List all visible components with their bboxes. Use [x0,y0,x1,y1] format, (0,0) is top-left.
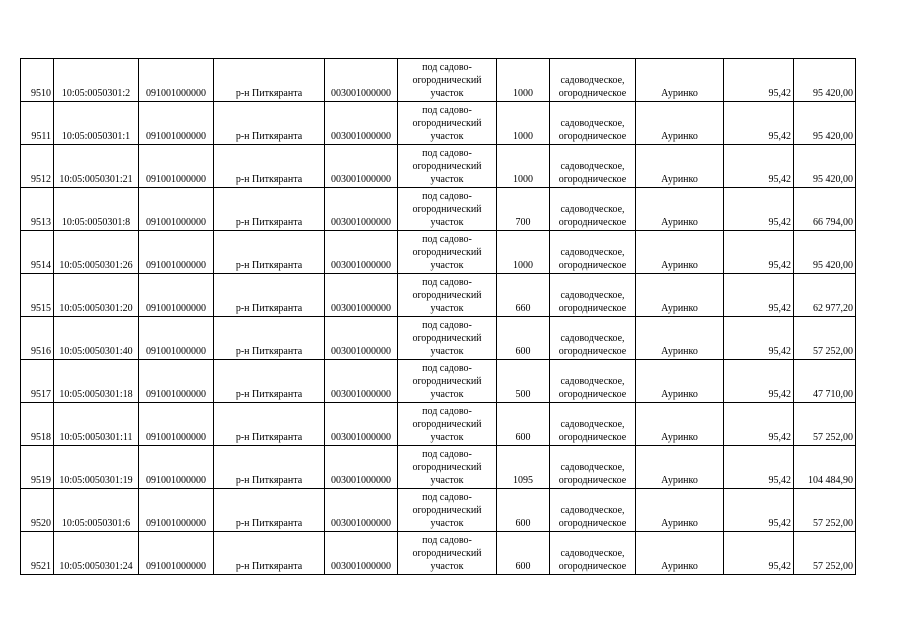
locality-cell: Ауринко [636,317,724,360]
cadastral-number-cell: 10:05:0050301:24 [54,532,139,575]
permitted-use-line: огородническое [558,303,627,314]
table-row [21,274,856,317]
settlement-code-cell: 003001000000 [325,274,398,317]
area-cell: 500 [497,360,550,403]
land-purpose-cell [398,231,497,274]
area-cell: 1000 [497,231,550,274]
area-cell: 1000 [497,59,550,102]
record-number-cell: 9517 [21,360,54,403]
locality-cell: Ауринко [636,231,724,274]
land-purpose-line: под садово- [422,449,472,460]
territory-code-cell: 091001000000 [139,145,214,188]
land-purpose-line: огороднический [412,290,482,301]
land-purpose-line: под садово- [422,148,472,159]
area-cell: 1095 [497,446,550,489]
region-cell: р-н Питкяранта [214,532,325,575]
locality-cell: Ауринко [636,360,724,403]
table-row [21,59,856,102]
cadastral-value-cell: 47 710,00 [794,360,856,403]
region-cell: р-н Питкяранта [214,446,325,489]
area-cell: 600 [497,532,550,575]
land-purpose-cell [398,403,497,446]
settlement-code-cell: 003001000000 [325,403,398,446]
table-row [21,317,856,360]
record-number-cell: 9520 [21,489,54,532]
settlement-code-cell: 003001000000 [325,360,398,403]
permitted-use-cell [550,231,636,274]
locality-cell: Ауринко [636,532,724,575]
land-purpose-line: участок [430,88,464,99]
permitted-use-cell [550,360,636,403]
region-cell: р-н Питкяранта [214,317,325,360]
permitted-use-line: садоводческое, [560,75,625,86]
permitted-use-line: огородническое [558,475,627,486]
permitted-use-line: садоводческое, [560,419,625,430]
region-cell: р-н Питкяранта [214,59,325,102]
area-cell: 1000 [497,102,550,145]
table-row [21,102,856,145]
specific-value-cell: 95,42 [724,231,794,274]
permitted-use-line: огородническое [558,260,627,271]
land-purpose-line: участок [430,260,464,271]
territory-code-cell: 091001000000 [139,102,214,145]
land-purpose-cell [398,188,497,231]
cadastral-value-cell: 57 252,00 [794,403,856,446]
table-body [21,59,856,575]
permitted-use-line: огородническое [558,432,627,443]
land-purpose-cell [398,360,497,403]
permitted-use-line: садоводческое, [560,118,625,129]
permitted-use-line: огородническое [558,346,627,357]
land-purpose-line: огороднический [412,161,482,172]
locality-cell: Ауринко [636,489,724,532]
cadastral-value-cell: 95 420,00 [794,102,856,145]
land-purpose-line: под садово- [422,191,472,202]
land-purpose-line: под садово- [422,277,472,288]
specific-value-cell: 95,42 [724,489,794,532]
territory-code-cell: 091001000000 [139,317,214,360]
settlement-code-cell: 003001000000 [325,188,398,231]
land-purpose-line: участок [430,561,464,572]
record-number-cell: 9515 [21,274,54,317]
land-purpose-line: участок [430,174,464,185]
land-purpose-line: под садово- [422,62,472,73]
land-purpose-line: под садово- [422,234,472,245]
permitted-use-line: садоводческое, [560,333,625,344]
record-number-cell: 9511 [21,102,54,145]
cadastral-number-cell: 10:05:0050301:19 [54,446,139,489]
cadastral-number-cell: 10:05:0050301:8 [54,188,139,231]
land-purpose-line: участок [430,389,464,400]
permitted-use-cell [550,317,636,360]
settlement-code-cell: 003001000000 [325,446,398,489]
cadastral-number-cell: 10:05:0050301:1 [54,102,139,145]
record-number-cell: 9512 [21,145,54,188]
land-purpose-line: огороднический [412,247,482,258]
land-purpose-line: под садово- [422,320,472,331]
region-cell: р-н Питкяранта [214,145,325,188]
permitted-use-line: садоводческое, [560,376,625,387]
permitted-use-line: садоводческое, [560,161,625,172]
territory-code-cell: 091001000000 [139,532,214,575]
table-row [21,145,856,188]
permitted-use-line: огородническое [558,518,627,529]
cadastral-value-cell: 66 794,00 [794,188,856,231]
record-number-cell: 9518 [21,403,54,446]
land-purpose-line: под садово- [422,363,472,374]
cadastral-value-cell: 62 977,20 [794,274,856,317]
area-cell: 660 [497,274,550,317]
cadastral-number-cell: 10:05:0050301:2 [54,59,139,102]
settlement-code-cell: 003001000000 [325,231,398,274]
cadastral-number-cell: 10:05:0050301:18 [54,360,139,403]
cadastral-value-cell: 57 252,00 [794,532,856,575]
locality-cell: Ауринко [636,102,724,145]
cadastral-number-cell: 10:05:0050301:21 [54,145,139,188]
locality-cell: Ауринко [636,188,724,231]
land-purpose-line: участок [430,432,464,443]
cadastral-value-cell: 104 484,90 [794,446,856,489]
permitted-use-line: садоводческое, [560,247,625,258]
specific-value-cell: 95,42 [724,102,794,145]
specific-value-cell: 95,42 [724,317,794,360]
permitted-use-line: огородническое [558,217,627,228]
specific-value-cell: 95,42 [724,145,794,188]
permitted-use-cell [550,403,636,446]
locality-cell: Ауринко [636,446,724,489]
land-purpose-line: участок [430,475,464,486]
region-cell: р-н Питкяранта [214,489,325,532]
cadastral-number-cell: 10:05:0050301:6 [54,489,139,532]
record-number-cell: 9513 [21,188,54,231]
permitted-use-line: садоводческое, [560,290,625,301]
permitted-use-line: огородническое [558,131,627,142]
territory-code-cell: 091001000000 [139,274,214,317]
cadastral-value-cell: 57 252,00 [794,489,856,532]
settlement-code-cell: 003001000000 [325,489,398,532]
specific-value-cell: 95,42 [724,274,794,317]
land-purpose-line: участок [430,518,464,529]
territory-code-cell: 091001000000 [139,231,214,274]
area-cell: 700 [497,188,550,231]
area-cell: 600 [497,317,550,360]
permitted-use-cell [550,532,636,575]
permitted-use-line: садоводческое, [560,505,625,516]
permitted-use-cell [550,489,636,532]
area-cell: 600 [497,403,550,446]
land-purpose-line: огороднический [412,118,482,129]
permitted-use-line: садоводческое, [560,204,625,215]
permitted-use-line: огородническое [558,561,627,572]
region-cell: р-н Питкяранта [214,231,325,274]
land-purpose-line: участок [430,303,464,314]
table-row [21,403,856,446]
land-purpose-cell [398,145,497,188]
territory-code-cell: 091001000000 [139,489,214,532]
cadastral-number-cell: 10:05:0050301:40 [54,317,139,360]
area-cell: 600 [497,489,550,532]
territory-code-cell: 091001000000 [139,446,214,489]
record-number-cell: 9519 [21,446,54,489]
locality-cell: Ауринко [636,274,724,317]
specific-value-cell: 95,42 [724,360,794,403]
record-number-cell: 9516 [21,317,54,360]
table-row [21,532,856,575]
permitted-use-cell [550,145,636,188]
region-cell: р-н Питкяранта [214,274,325,317]
locality-cell: Ауринко [636,145,724,188]
land-purpose-line: огороднический [412,505,482,516]
region-cell: р-н Питкяранта [214,403,325,446]
settlement-code-cell: 003001000000 [325,145,398,188]
land-purpose-cell [398,59,497,102]
land-purpose-cell [398,532,497,575]
table-row [21,360,856,403]
land-purpose-line: под садово- [422,406,472,417]
specific-value-cell: 95,42 [724,403,794,446]
table-row [21,188,856,231]
territory-code-cell: 091001000000 [139,403,214,446]
land-purpose-line: огороднический [412,75,482,86]
permitted-use-cell [550,188,636,231]
record-number-cell: 9514 [21,231,54,274]
region-cell: р-н Питкяранта [214,102,325,145]
territory-code-cell: 091001000000 [139,59,214,102]
land-purpose-line: огороднический [412,548,482,559]
region-cell: р-н Питкяранта [214,360,325,403]
settlement-code-cell: 003001000000 [325,317,398,360]
settlement-code-cell: 003001000000 [325,102,398,145]
land-purpose-cell [398,446,497,489]
land-purpose-cell [398,274,497,317]
land-purpose-cell [398,489,497,532]
cadastral-value-cell: 57 252,00 [794,317,856,360]
permitted-use-line: огородническое [558,88,627,99]
specific-value-cell: 95,42 [724,59,794,102]
land-purpose-line: огороднический [412,333,482,344]
region-cell: р-н Питкяранта [214,188,325,231]
locality-cell: Ауринко [636,403,724,446]
land-purpose-line: огороднический [412,204,482,215]
cadastral-value-cell: 95 420,00 [794,231,856,274]
table-row [21,446,856,489]
territory-code-cell: 091001000000 [139,360,214,403]
land-purpose-line: участок [430,217,464,228]
record-number-cell: 9510 [21,59,54,102]
locality-cell: Ауринко [636,59,724,102]
permitted-use-line: садоводческое, [560,548,625,559]
land-purpose-line: огороднический [412,462,482,473]
land-registry-table [20,58,856,575]
cadastral-number-cell: 10:05:0050301:26 [54,231,139,274]
record-number-cell: 9521 [21,532,54,575]
settlement-code-cell: 003001000000 [325,532,398,575]
specific-value-cell: 95,42 [724,188,794,231]
land-purpose-line: участок [430,346,464,357]
permitted-use-line: огородническое [558,389,627,400]
land-purpose-line: под садово- [422,535,472,546]
area-cell: 1000 [497,145,550,188]
land-purpose-line: участок [430,131,464,142]
land-purpose-line: под садово- [422,105,472,116]
settlement-code-cell: 003001000000 [325,59,398,102]
specific-value-cell: 95,42 [724,532,794,575]
table-row [21,231,856,274]
table-row [21,489,856,532]
specific-value-cell: 95,42 [724,446,794,489]
permitted-use-cell [550,59,636,102]
territory-code-cell: 091001000000 [139,188,214,231]
permitted-use-line: садоводческое, [560,462,625,473]
cadastral-number-cell: 10:05:0050301:11 [54,403,139,446]
land-purpose-line: под садово- [422,492,472,503]
cadastral-number-cell: 10:05:0050301:20 [54,274,139,317]
permitted-use-cell [550,102,636,145]
land-purpose-line: огороднический [412,419,482,430]
land-purpose-line: огороднический [412,376,482,387]
cadastral-value-cell: 95 420,00 [794,145,856,188]
land-purpose-cell [398,102,497,145]
permitted-use-cell [550,446,636,489]
cadastral-value-cell: 95 420,00 [794,59,856,102]
permitted-use-line: огородническое [558,174,627,185]
land-purpose-cell [398,317,497,360]
permitted-use-cell [550,274,636,317]
